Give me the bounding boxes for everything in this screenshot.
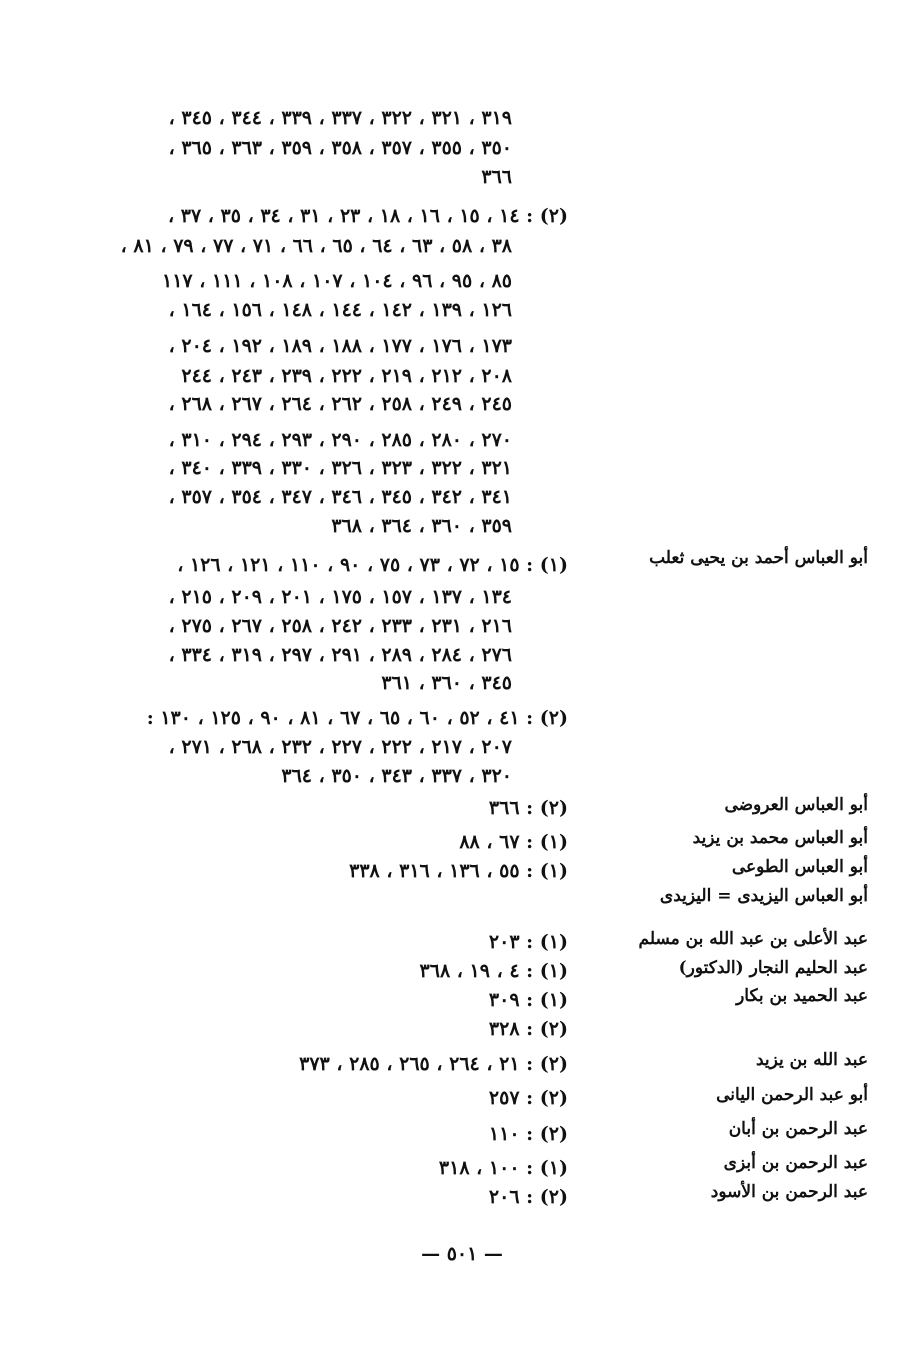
entry-name: عبد الحليم النجار (الدكتور) [678, 958, 868, 978]
index-line: ٣٤٥ ، ٣٦٠ ، ٣٦١ [381, 672, 512, 694]
entry-name: عبد الرحمن بن الأسود [710, 1182, 868, 1202]
entry-name: أبو العباس محمد بن يزيد [692, 828, 868, 848]
index-line: ٣٢٠ ، ٣٣٧ ، ٣٤٣ ، ٣٥٠ ، ٣٦٤ [281, 765, 512, 787]
entry-name: عبد الحميد بن بكار [736, 986, 868, 1006]
entry-name: عبد الرحمن بن أبان [728, 1119, 868, 1139]
entry-name: أبو العباس اليزيدى = اليزيدى [659, 886, 868, 906]
entry-refs: (٢) : ٢٥٧ [488, 1087, 568, 1109]
entry-refs: (١) : ٥٥ ، ١٣٦ ، ٣١٦ ، ٣٣٨ [349, 860, 568, 882]
entry-refs: (١) : ٦٧ ، ٨٨ [459, 831, 568, 853]
index-line: ١٣٤ ، ١٣٧ ، ١٥٧ ، ١٧٥ ، ٢٠١ ، ٢٠٩ ، ٢١٥ ، [168, 586, 512, 608]
page-number: — ٥٠١ — [421, 1243, 503, 1265]
index-line: ٢٠٧ ، ٢١٧ ، ٢٢٢ ، ٢٢٧ ، ٢٣٢ ، ٢٦٨ ، ٢٧١ ، [168, 736, 512, 758]
entry-refs: (١) : ٢٠٣ [488, 931, 568, 953]
index-line: ٣٤١ ، ٣٤٢ ، ٣٤٥ ، ٣٤٦ ، ٣٤٧ ، ٣٥٤ ، ٣٥٧ ، [168, 486, 512, 508]
entry-refs: (٢) : ٣٦٦ [488, 797, 568, 819]
index-line: ٢٧٦ ، ٢٨٤ ، ٢٨٩ ، ٢٩١ ، ٢٩٧ ، ٣١٩ ، ٣٣٤ ، [168, 644, 512, 666]
entry-name: عبد الأعلى بن عبد الله بن مسلم [638, 929, 868, 949]
entry-name: عبد الله بن يزيد [755, 1050, 868, 1070]
index-line: ٢٤٥ ، ٢٤٩ ، ٢٥٨ ، ٢٦٢ ، ٢٦٤ ، ٢٦٧ ، ٢٦٨ ، [168, 393, 512, 415]
index-line: (١) : ١٥ ، ٧٢ ، ٧٣ ، ٧٥ ، ٩٠ ، ١١٠ ، ١٢١ ، ١٢٦ ، [177, 554, 568, 576]
entry-name: أبو العباس العروضى [724, 795, 868, 815]
index-line: ٢٠٨ ، ٢١٢ ، ٢١٩ ، ٢٢٢ ، ٢٣٩ ، ٢٤٣ ، ٢٤٤ [181, 365, 512, 387]
index-line: ٣٥٩ ، ٣٦٠ ، ٣٦٤ ، ٣٦٨ [331, 515, 512, 537]
index-line: ١٢٦ ، ١٣٩ ، ١٤٢ ، ١٤٤ ، ١٤٨ ، ١٥٦ ، ١٦٤ ، [168, 299, 512, 321]
index-line: ٣٨ ، ٥٨ ، ٦٣ ، ٦٤ ، ٦٥ ، ٦٦ ، ٧١ ، ٧٧ ، ٧٩ ، ٨١ ، [120, 235, 512, 257]
entry-refs: (١) : ٤ ، ١٩ ، ٣٦٨ [419, 960, 568, 982]
index-line: (٢) : ١٤ ، ١٥ ، ١٦ ، ١٨ ، ٢٣ ، ٣١ ، ٣٤ ، ٣٥ ، ٣٧ ، [168, 205, 568, 227]
entry-refs: (٢) : ٣٢٨ [488, 1018, 568, 1040]
entry-refs: (٢) : ٢٠٦ [488, 1186, 568, 1208]
entry-refs: (٢) : ٢١ ، ٢٦٤ ، ٢٦٥ ، ٢٨٥ ، ٣٧٣ [299, 1053, 568, 1075]
index-line: ٢٧٠ ، ٢٨٠ ، ٢٨٥ ، ٢٩٠ ، ٢٩٣ ، ٢٩٤ ، ٣١٠ ، [168, 429, 512, 451]
index-line: ١٧٣ ، ١٧٦ ، ١٧٧ ، ١٨٨ ، ١٨٩ ، ١٩٢ ، ٢٠٤ ، [168, 335, 512, 357]
entry-name: أبو العباس الطوعى [731, 857, 868, 877]
index-line: ٣١٩ ، ٣٢١ ، ٣٢٢ ، ٣٣٧ ، ٣٣٩ ، ٣٤٤ ، ٣٤٥ ، [168, 107, 512, 129]
index-line: ٣٢١ ، ٣٢٢ ، ٣٢٣ ، ٣٢٦ ، ٣٣٠ ، ٣٣٩ ، ٣٤٠ ، [168, 457, 512, 479]
index-line: ٣٦٦ [481, 166, 512, 188]
entry-refs: (١) : ١٠٠ ، ٣١٨ [438, 1157, 568, 1179]
entry-refs: (٢) : ١١٠ [488, 1123, 568, 1145]
entry-refs: (١) : ٣٠٩ [488, 989, 568, 1011]
index-line: ٣٥٠ ، ٣٥٥ ، ٣٥٧ ، ٣٥٨ ، ٣٥٩ ، ٣٦٣ ، ٣٦٥ ، [168, 137, 512, 159]
index-line: ٨٥ ، ٩٥ ، ٩٦ ، ١٠٤ ، ١٠٧ ، ١٠٨ ، ١١١ ، ١١٧ [161, 270, 512, 292]
entry-name: عبد الرحمن بن أبزى [723, 1153, 868, 1173]
index-line: ٢١٦ ، ٢٣١ ، ٢٣٣ ، ٢٤٢ ، ٢٥٨ ، ٢٦٧ ، ٢٧٥ ، [168, 615, 512, 637]
entry-name: أبو عبد الرحمن اليانى [716, 1085, 868, 1105]
index-line: (٢) : ٤١ ، ٥٢ ، ٦٠ ، ٦٥ ، ٦٧ ، ٨١ ، ٩٠ ، ١٢٥ ، ١٣٠ : [146, 707, 568, 729]
entry-name: أبو العباس أحمد بن يحيى ثعلب [649, 548, 868, 568]
